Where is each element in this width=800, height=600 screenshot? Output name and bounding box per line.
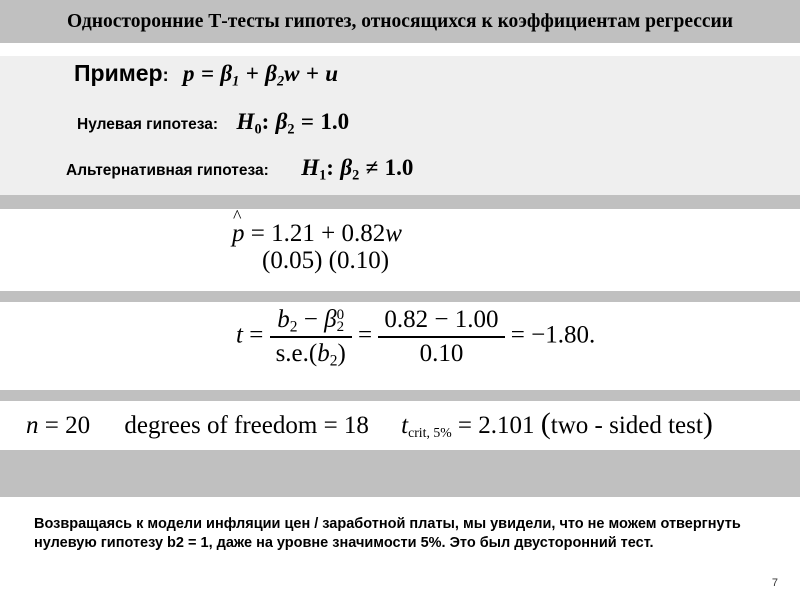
separator-band xyxy=(0,291,800,302)
equals-sign: = xyxy=(200,61,214,86)
null-hypothesis-formula: $H_0$: $\beta_2 = 1.0$ xyxy=(236,109,350,138)
separator-band xyxy=(0,390,800,401)
separator-band xyxy=(0,43,800,56)
symbolic-fraction xyxy=(270,306,352,368)
alt-hypothesis-line xyxy=(66,154,414,184)
t-crit-value: = 2.101 xyxy=(457,412,535,439)
beta-1: $\beta_1$ xyxy=(220,61,240,90)
equals-sign: = xyxy=(249,321,264,349)
test-info-line xyxy=(26,407,713,441)
null-hypothesis-label: Нулевая гипотеза: xyxy=(77,116,219,133)
example-label: Пример xyxy=(74,60,163,86)
separator-band xyxy=(0,195,800,209)
numeric-denominator: 0.10 xyxy=(419,340,464,367)
var-w: w xyxy=(284,61,300,86)
regression-equation xyxy=(232,220,402,248)
symbolic-denominator: $s.e.(b_2)$ xyxy=(275,340,346,370)
t-result: = −1.80. xyxy=(510,321,596,349)
var-p: p xyxy=(182,61,195,86)
null-hypothesis-line xyxy=(77,108,350,138)
n-value: = 20 xyxy=(44,412,91,439)
example-colon: : xyxy=(162,65,169,85)
plus-sign: + xyxy=(305,61,319,86)
var-u: u xyxy=(325,61,339,86)
var-w: w xyxy=(385,220,402,247)
var-t: t xyxy=(236,321,243,349)
equals-sign: = xyxy=(358,321,373,349)
alt-hypothesis-formula: $H_1$: $\beta_2 \ne 1.0$ xyxy=(301,155,414,184)
paren-open: ( xyxy=(540,407,551,440)
numeric-numerator: 0.82 − 1.00 xyxy=(378,306,504,338)
symbolic-numerator: $b_2 - \beta$ 0 2 xyxy=(270,306,352,338)
t-crit: $t_{crit, 5\%}$ xyxy=(401,412,452,441)
standard-errors: (0.05) (0.10) xyxy=(262,247,390,274)
numeric-fraction xyxy=(378,306,504,368)
alt-hypothesis-label: Альтернативная гипотеза: xyxy=(66,162,269,179)
beta-2: $\beta_2$ xyxy=(265,61,285,90)
separator-band xyxy=(0,450,800,497)
degrees-of-freedom: degrees of freedom = 18 xyxy=(124,412,369,439)
plus-sign: + xyxy=(245,61,259,86)
paren-close: ) xyxy=(702,407,713,440)
regression-rhs: = 1.21 + 0.82 xyxy=(250,220,386,247)
var-n: n xyxy=(26,412,39,439)
page-title: Односторонние Т-тесты гипотез, относящихся к коэффициентам регрессии xyxy=(0,0,800,43)
example-line xyxy=(74,60,339,90)
test-note: two - sided test xyxy=(550,412,703,439)
page-number: 7 xyxy=(771,577,778,589)
t-statistic-equation xyxy=(236,306,595,368)
p-hat: ^ p xyxy=(232,220,245,248)
footnote-text: Возвращаясь к модели инфляции цен / заработной платы, мы увидели, что не можем отвергнуть нулевую гипотезу b2 = 1, даже на уровне значимости 5%. Это был двусторонний тест. xyxy=(34,516,741,551)
